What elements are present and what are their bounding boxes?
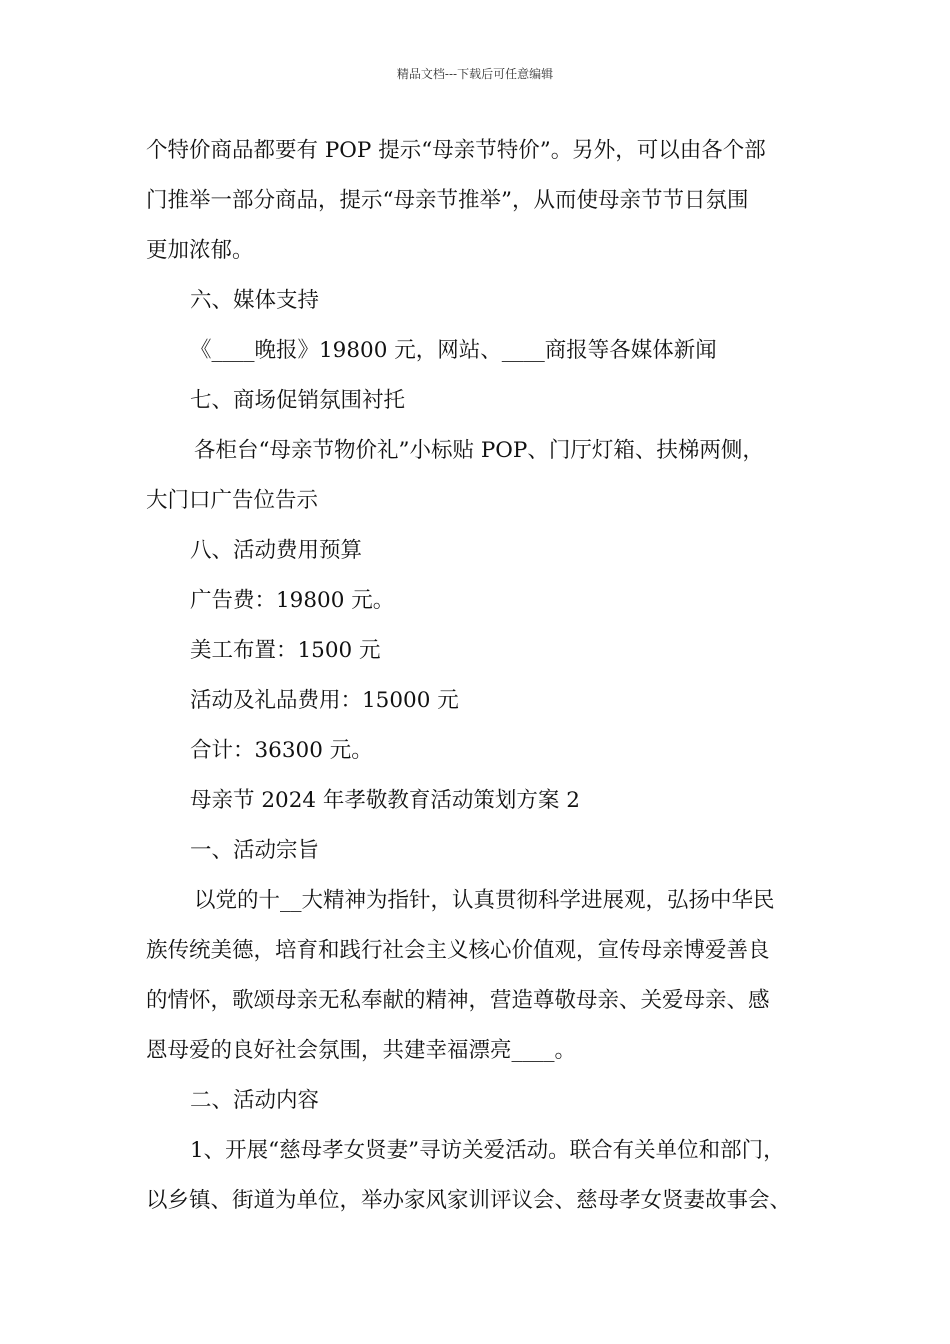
paragraph-line: 以乡镇、街道为单位，举办家风家训评议会、慈母孝女贤妻故事会、	[146, 1188, 792, 1213]
section-heading: 七、商场促销氛围衬托	[190, 388, 406, 413]
budget-item: 美工布置：1500 元	[190, 638, 381, 663]
paragraph-line: 《____晚报》19800 元，网站、____商报等各媒体新闻	[190, 338, 717, 363]
paragraph-line: 更加浓郁。	[146, 238, 254, 263]
section-heading: 六、媒体支持	[190, 288, 320, 313]
paragraph-line: 恩母爱的良好社会氛围，共建幸福漂亮____。	[146, 1038, 577, 1063]
section-heading: 八、活动费用预算	[190, 538, 363, 563]
paragraph-line: 以党的十__大精神为指针，认真贯彻科学进展观，弘扬中华民	[194, 888, 775, 913]
budget-item: 广告费：19800 元。	[190, 588, 395, 613]
paragraph-line: 1、开展“慈母孝女贤妻”寻访关爱活动。联合有关单位和部门，	[190, 1138, 785, 1163]
paragraph-line: 各柜台“母亲节物价礼”小标贴 POP、门厅灯箱、扶梯两侧，	[194, 438, 764, 463]
paragraph-line: 门推举一部分商品，提示“母亲节推举”，从而使母亲节节日氛围	[146, 188, 749, 213]
section-heading: 二、活动内容	[190, 1088, 320, 1113]
budget-total: 合计：36300 元。	[190, 738, 373, 763]
document-subtitle: 母亲节 2024 年孝敬教育活动策划方案 2	[190, 788, 580, 813]
paragraph-line: 族传统美德，培育和践行社会主义核心价值观，宣传母亲博爱善良	[146, 938, 770, 963]
section-heading: 一、活动宗旨	[190, 838, 320, 863]
paragraph-line: 大门口广告位告示	[146, 488, 319, 513]
paragraph-line: 个特价商品都要有 POP 提示“母亲节特价”。另外，可以由各个部	[146, 138, 766, 163]
paragraph-line: 的情怀，歌颂母亲无私奉献的精神，营造尊敬母亲、关爱母亲、感	[146, 988, 770, 1013]
page-header: 精品文档---下载后可任意编辑	[396, 67, 554, 81]
document-body	[146, 126, 826, 1226]
budget-item: 活动及礼品费用：15000 元	[190, 688, 459, 713]
